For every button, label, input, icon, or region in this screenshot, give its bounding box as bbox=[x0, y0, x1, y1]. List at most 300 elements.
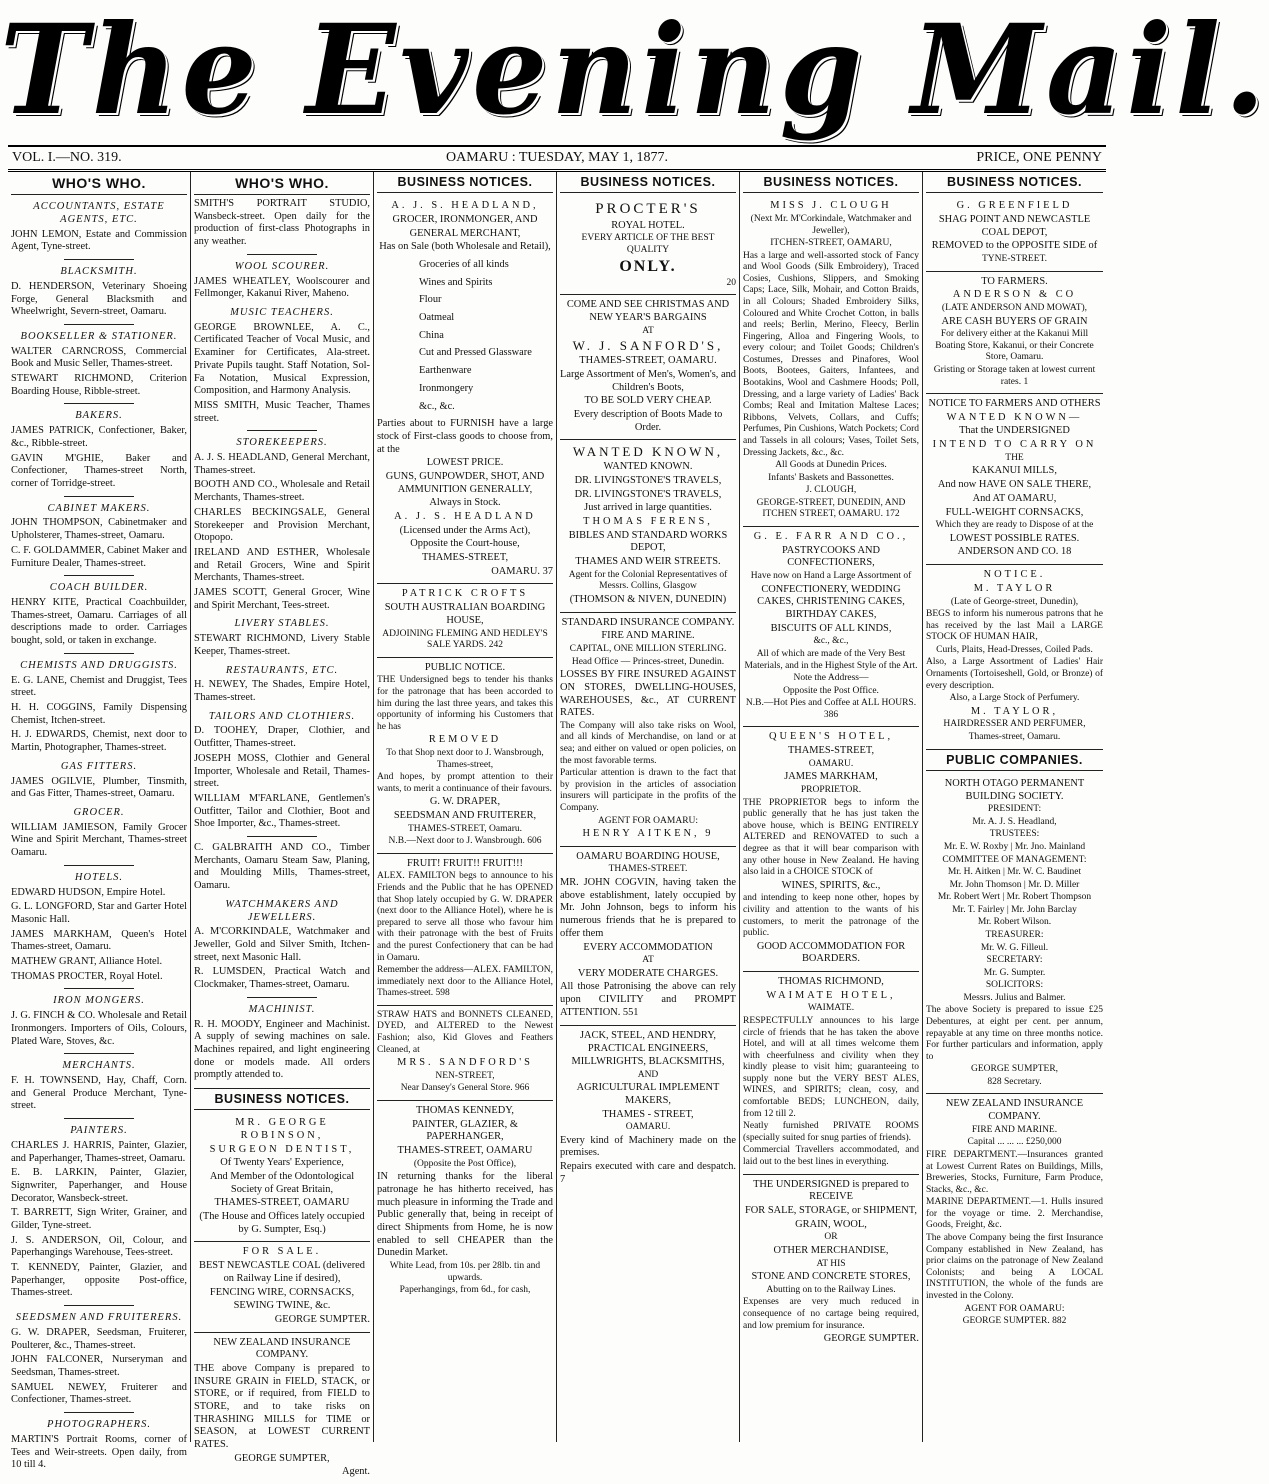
ad-line: AGENT FOR OAMARU: bbox=[964, 1303, 1065, 1314]
directory-entry: R. H. MOODY, Engineer and Machinist. A supply of sewing machines on sale. Machines repaired, and light engineering done or models made. All orders promptly attended to. bbox=[194, 1018, 370, 1081]
section-heading: WOOL SCOURER. bbox=[234, 260, 330, 272]
directory-entry: IRELAND AND ESTHER, Wholesale and Retail Grocers, Wine and Spirit Merchants, Thames-street. bbox=[194, 546, 370, 584]
directory-entry: MARTIN'S Portrait Rooms, corner of Tees and Weir-streets. Open daily, from 10 till 4. bbox=[11, 1433, 187, 1471]
ad-line: All of which are made of the Very Best Materials, and in the Highest Style of the Art. bbox=[744, 648, 918, 671]
directory-entry: J. G. FINCH & CO. Wholesale and Retail Ironmongers. Importers of Oils, Colours, Plated Ware, Stoves, &c. bbox=[11, 1010, 187, 1047]
column-heading: WHO'S WHO. bbox=[11, 172, 187, 195]
section-heading: COACH BUILDER. bbox=[49, 582, 149, 594]
ad-line: REMOVED to the OPPOSITE SIDE of bbox=[931, 240, 1098, 252]
ad-line: NORTH OTAGO PERMANENT BUILDING SOCIETY. bbox=[944, 777, 1085, 802]
ad-line: BEGS to inform his numerous patrons that he has received by the last Mail a LARGE STOCK OF HUMAN HAIR, bbox=[926, 609, 1103, 643]
directory-entry: BOOTH AND CO., Wholesale and Retail Merchants, Thames-street. bbox=[194, 479, 370, 504]
ad-insurance bbox=[194, 1333, 370, 1484]
ad-line: LOWEST POSSIBLE RATES. bbox=[949, 532, 1080, 544]
section-heading: GROCER. bbox=[73, 806, 125, 818]
ad-line: FIRE AND MARINE. bbox=[601, 630, 695, 642]
ad-line: DR. LIVINGSTONE'S TRAVELS, bbox=[574, 474, 722, 486]
ad-line: THE above Company is prepared to INSURE GRAIN in FIELD, STACK, or STORE, or if required, from FIELD to STORE, and to take risks on THRASHING MILLS for TIME or SEASON, at LOWEST CURRENT RATES. bbox=[194, 1362, 370, 1451]
section-heading: PHOTOGRAPHERS. bbox=[47, 1419, 151, 1431]
ad-line: MARINE DEPARTMENT.—1. Hulls insured for the voyage or time. 2. Merchandise, Goods, Freight, &c. bbox=[926, 1197, 1103, 1231]
ad-line: INTEND TO CARRY ON bbox=[932, 439, 1097, 451]
volume-number: VOL. I.—NO. 319. bbox=[12, 150, 122, 165]
ad-line: And hopes, by prompt attention to their wants, to merit a continuance of their favours. bbox=[377, 772, 553, 794]
ad-line: N.B.—Hot Pies and Coffee at ALL HOURS. 386 bbox=[745, 698, 917, 720]
issue-date: OAMARU : TUESDAY, MAY 1, 1877. bbox=[446, 150, 668, 165]
directory-entry: H. H. COGGINS, Family Dispensing Chemist, Itchen-street. bbox=[11, 701, 187, 726]
ad-line: STANDARD INSURANCE COMPANY. bbox=[561, 616, 735, 628]
ad-line: THE PROPRIETOR begs to inform the public generally that he has just taken the above house, which is BEING ENTIRELY ALTERED and RENOVATED to such a degree as that it will bear comparison with any other house in New Zealand. He having also laid in a CHOICE STOCK of bbox=[743, 797, 919, 878]
ad-line: Agent. bbox=[342, 1466, 370, 1478]
column-heading: WHO'S WHO. bbox=[194, 172, 370, 195]
ad-waimate-hotel bbox=[743, 972, 919, 1174]
ad-nz-insurance bbox=[926, 1094, 1103, 1332]
ad-line: and intending to keep none other, hopes by civility and attention to the wants of his customers, to merit the patronage of the public. bbox=[743, 893, 919, 939]
ad-line: Infants' Baskets and Bassonettes. bbox=[768, 472, 894, 483]
newspaper-title: The Evening Mail. bbox=[0, 0, 1269, 143]
section-heading: CABINET MAKERS. bbox=[47, 502, 151, 514]
ad-line: N.B.—Next door to J. Wansbrough. 606 bbox=[388, 836, 542, 847]
ad-line: (Opposite the Post Office), bbox=[413, 1158, 517, 1169]
ad-line: Gristing or Storage taken at lowest current rates. 1 bbox=[933, 364, 1096, 387]
ad-line: QUEEN'S HOTEL, bbox=[768, 731, 894, 743]
ad-draper bbox=[377, 658, 553, 854]
ad-line: THAMES-STREET, Oamaru. bbox=[407, 823, 523, 834]
ad-line: (The House and Offices lately occupied by G. Sumpter, Esq.) bbox=[199, 1211, 365, 1235]
ad-line: THAMES-STREET, OAMARU bbox=[214, 1197, 350, 1209]
ad-line: VERY MODERATE CHARGES. bbox=[577, 967, 719, 979]
ad-line: Just arrived in large quantities. bbox=[584, 502, 712, 514]
ad-queens-hotel bbox=[743, 727, 919, 972]
ad-line: Mr. T. Fairley | Mr. John Barclay bbox=[952, 904, 1077, 915]
ad-line: TYNE-STREET. bbox=[982, 254, 1047, 264]
column-4 bbox=[557, 172, 740, 1442]
directory-entry: JAMES WHEATLEY, Woolscourer and Fellmonger, Kakanui River, Maheno. bbox=[194, 275, 370, 300]
ad-line: ITCHEN-STREET, OAMARU, bbox=[770, 238, 892, 249]
column-heading: BUSINESS NOTICES. bbox=[377, 172, 553, 193]
ad-line: THOMAS FERENS, bbox=[583, 516, 713, 528]
ad-line: SURGEON DENTIST, bbox=[209, 1143, 355, 1155]
ad-line: GEORGE SUMPTER, bbox=[970, 1064, 1059, 1075]
ad-line: Agent for the Colonial Representatives of Messrs. Collins, Glasgow bbox=[568, 569, 728, 592]
ad-line: NEW ZEALAND INSURANCE COMPANY. bbox=[213, 1336, 351, 1361]
ad-line: M. TAYLOR, bbox=[970, 705, 1059, 717]
directory-entry: HENRY KITE, Practical Coachbuilder, Thames-street, Oamaru. Carriages of all descriptions made to order. Carriages bought, sold, or taken in exchange. bbox=[11, 597, 187, 647]
ad-line: Mr. Robert Wert | Mr. Robert Thompson bbox=[937, 892, 1092, 903]
section-heading: PAINTERS. bbox=[70, 1125, 128, 1137]
directory-entry: H. J. EDWARDS, Chemist, next door to Martin, Photographer, Thames-street. bbox=[11, 729, 187, 754]
ad-anderson bbox=[926, 272, 1103, 395]
ad-line: Messrs. Julius and Balmer. bbox=[963, 992, 1066, 1003]
section-heading: MUSIC TEACHERS. bbox=[230, 307, 334, 318]
ad-line: THAMES-STREET, bbox=[421, 552, 509, 564]
ad-line: Capital ... ... ... £250,000 bbox=[967, 1137, 1062, 1148]
ad-line: BIBLES AND STANDARD WORKS DEPOT, bbox=[568, 529, 728, 554]
ad-line: Groceries of all kinds bbox=[419, 259, 509, 270]
ad-line: SOLICITORS: bbox=[985, 980, 1044, 991]
ad-line: AT bbox=[642, 955, 654, 966]
ad-boarding-house bbox=[560, 847, 736, 1026]
ad-line: The Company will also take risks on Wool, and all kinds of Merchandise, on land or at sea; and either on valued or open policies, on the most favorable terms. bbox=[560, 720, 736, 766]
ad-line: ANDERSON & CO bbox=[952, 289, 1077, 301]
ad-line: A. J. S. HEADLAND, bbox=[391, 200, 539, 212]
ad-line: PRESIDENT: bbox=[987, 804, 1042, 815]
ad-line: Commercial Travellers accommodated, and laid out to the best lines in everything. bbox=[743, 1145, 919, 1167]
ad-line: Flour bbox=[419, 294, 442, 306]
ad-line: Which they are ready to Dispose of at the bbox=[935, 520, 1094, 531]
ad-line: OAMARU. 37 bbox=[491, 565, 553, 577]
ad-famil bbox=[377, 854, 553, 1006]
section-heading: IRON MONGERS. bbox=[53, 995, 145, 1007]
ad-line: ARE CASH BUYERS OF GRAIN bbox=[941, 315, 1088, 327]
ad-line: STRAW HATS and BONNETS CLEANED, DYED, and ALTERED to the Newest Fashion; also, Kid Gloves and Feathers Cleaned, at bbox=[377, 1009, 553, 1055]
ad-line: Near Dansey's General Store. 966 bbox=[400, 1083, 530, 1094]
section-heading: ACCOUNTANTS, ESTATE AGENTS, ETC. bbox=[33, 201, 165, 225]
ad-line: RESPECTFULLY announces to his large circle of friends that he has taken the above Hotel, and will at all times welcome them with cheerfulness and civility when they kindly please to visit him; guaranteeing to supply none but the VERY BEST ALES, WINES, and SPIRITS; clean, cosy, and comfortable BEDS; LUNCHEON, daily, from 12 till 2. bbox=[743, 1016, 919, 1119]
ad-line: And AT OAMARU, bbox=[972, 492, 1057, 504]
ad-line: TREASURER: bbox=[985, 929, 1044, 940]
ad-line: Repairs executed with care and despatch. 7 bbox=[560, 1161, 736, 1185]
columns bbox=[8, 172, 1108, 1478]
section-heading: LIVERY STABLES. bbox=[234, 618, 330, 630]
ad-line: GRAIN, WOOL, bbox=[795, 1218, 867, 1230]
ad-line: NEN-STREET, bbox=[435, 1070, 495, 1081]
ad-farr bbox=[743, 527, 919, 727]
ad-line: Has on Sale (both Wholesale and Retail), bbox=[379, 241, 551, 253]
ad-line: SEWING TWINE, &c. bbox=[233, 1300, 331, 1312]
column-3 bbox=[374, 172, 557, 1442]
ad-line: TRUSTEES: bbox=[989, 829, 1040, 840]
ad-line: THE Undersigned begs to tender his thanks for the patronage that has been accorded to him during the last three years, and takes this opportunity of informing his Customers that he has bbox=[377, 675, 553, 732]
section-heading: CHEMISTS AND DRUGGISTS. bbox=[20, 659, 178, 671]
directory-entry: JAMES PATRICK, Confectioner, Baker, &c., Ribble-street. bbox=[11, 425, 187, 449]
ad-procter bbox=[560, 196, 736, 295]
directory-entry: SMITH'S PORTRAIT STUDIO, Wansbeck-street. Open daily for the production of first-class Photographs in any weather. bbox=[194, 198, 370, 248]
column-2 bbox=[191, 172, 374, 1478]
ad-line: Remember the address—ALEX. FAMILTON, immediately next door to the Alliance Hotel, Thames-street. 598 bbox=[377, 965, 553, 999]
directory-entry: JAMES MARKHAM, Queen's Hotel Thames-street, Oamaru. bbox=[11, 928, 187, 953]
ad-line: COMMITTEE OF MANAGEMENT: bbox=[942, 854, 1087, 865]
ad-line: REMOVED bbox=[428, 734, 502, 746]
section-heading: MACHINIST. bbox=[248, 1003, 316, 1015]
ad-line: Cut and Pressed Glassware bbox=[419, 347, 532, 359]
ad-line: Mr. H. Aitken | Mr. W. C. Baudinet bbox=[947, 867, 1082, 878]
section-heading: BLACKSMITH. bbox=[60, 266, 138, 278]
ad-line: GROCER, IRONMONGER, AND bbox=[392, 213, 538, 225]
ad-line: Also, a Large Stock of Perfumery. bbox=[949, 693, 1080, 704]
ad-line: Opposite the Post Office. bbox=[783, 685, 879, 696]
ad-line: Particular attention is drawn to the fact that by provision in the articles of association insurers will participate in the profits of the Company. bbox=[560, 768, 736, 813]
ad-taylor bbox=[926, 565, 1103, 749]
ad-line: WAIMATE. bbox=[807, 1003, 855, 1014]
ad-line: The above Society is prepared to issue £25 Debentures, at eight per cent. per annum, repayable at any time on three months notice. For further particulars and information, apply to bbox=[926, 1005, 1103, 1062]
directory-entry: JOHN FALCONER, Nurseryman and Seedsman, Thames-street. bbox=[11, 1354, 187, 1378]
directory-entry: H. NEWEY, The Shades, Empire Hotel, Thames-street. bbox=[194, 679, 370, 703]
ad-line: IN returning thanks for the liberal patronage he has hitherto received, has much pleasure in informing the Trade and Public generally that, being in receipt of direct Shipments from Home, he is now enabled to sell CHEAPER than the Dunedin Market. bbox=[377, 1171, 553, 1259]
directory-entry: WILLIAM M'FARLANE, Gentlemen's Outfitter, Tailor and Clothier, Boot and Shoe Importer, &c., Thames-street. bbox=[194, 792, 370, 830]
ad-line: NOTICE TO FARMERS AND OTHERS bbox=[928, 398, 1101, 410]
ad-line: 828 Secretary. bbox=[987, 1076, 1042, 1087]
ad-line: THAMES-STREET, OAMARU bbox=[397, 1145, 533, 1157]
ad-line: FRUIT! FRUIT!! FRUIT!!! bbox=[406, 857, 524, 869]
ad-line: ONLY. bbox=[619, 258, 677, 276]
ad-engineers bbox=[560, 1026, 736, 1192]
ad-line: GENERAL MERCHANT, bbox=[409, 227, 521, 239]
ad-line: OAMARU. bbox=[808, 758, 854, 769]
ad-line: Expenses are very much reduced in consequence of no cartage being required, and low premium for insurance. bbox=[743, 1297, 919, 1331]
directory-entry: STEWART RICHMOND, Livery Stable Keeper, Thames-street. bbox=[194, 633, 370, 657]
ad-line: GEORGE SUMPTER. 882 bbox=[962, 1316, 1067, 1327]
ad-line: That the UNDERSIGNED bbox=[959, 425, 1070, 437]
ad-line: BISCUITS OF ALL KINDS, bbox=[770, 622, 892, 634]
directory-entry: EDWARD HUDSON, Empire Hotel. bbox=[11, 886, 166, 898]
ad-line: G. W. DRAPER, bbox=[429, 796, 501, 808]
ad-line: DR. LIVINGSTONE'S TRAVELS, bbox=[574, 488, 722, 500]
ad-line: THAMES-STREET, OAMARU. bbox=[579, 355, 717, 367]
ad-line: Mr. Robert Wilson. bbox=[977, 917, 1052, 928]
directory-entry: D. HENDERSON, Veterinary Shoeing Forge, General Blacksmith and Wheelwright, Severn-street, Oamaru. bbox=[11, 280, 187, 318]
ad-line: PASTRYCOOKS AND CONFECTIONERS, bbox=[781, 544, 881, 569]
ad-line: Mr. A. J. S. Headland, bbox=[972, 816, 1057, 827]
ad-line: Every description of Boots Made to Order. bbox=[573, 409, 723, 433]
ad-line: THOMAS RICHMOND, bbox=[778, 976, 884, 988]
ad-crofts bbox=[377, 584, 553, 657]
directory-entry: C. F. GOLDAMMER, Cabinet Maker and Furniture Dealer, Thames-street. bbox=[11, 544, 187, 569]
ad-line: Also, a Large Assortment of Ladies' Hair Ornaments (Tortoiseshell, Gold, or Bronze) of every description. bbox=[926, 657, 1103, 691]
ad-line: Mr. W. G. Filleul. bbox=[980, 942, 1049, 953]
column-heading: BUSINESS NOTICES. bbox=[926, 172, 1103, 193]
directory-entry: JOSEPH MOSS, Clothier and General Importer, Wholesale and Retail, Thames-street. bbox=[194, 752, 370, 790]
directory-entry: MISS SMITH, Music Teacher, Thames street. bbox=[194, 399, 370, 424]
ad-line: Oatmeal bbox=[419, 312, 455, 324]
ad-line: FOR SALE, STORAGE, or SHIPMENT, bbox=[745, 1204, 917, 1216]
directory-entry: JAMES SCOTT, General Grocer, Wine and Spirit Merchant, Tees-street. bbox=[194, 586, 370, 611]
directory-entry: GAVIN M'GHIE, Baker and Confectioner, Thames-street North, corner of Torridge-street. bbox=[11, 452, 187, 489]
ad-line: Earthenware bbox=[419, 365, 472, 377]
ad-line: Wines and Spirits bbox=[419, 276, 493, 288]
ad-line: G. GREENFIELD bbox=[956, 200, 1073, 212]
ad-line: Mr. John Thomson | Mr. D. Miller bbox=[949, 879, 1080, 890]
directory-entry: G. L. LONGFORD, Star and Garter Hotel Masonic Hall. bbox=[11, 901, 187, 925]
ad-line: AT HIS bbox=[816, 1258, 846, 1269]
directory-entry: T. KENNEDY, Painter, Glazier, and Paperhanger, opposite Post-office, Thames-street. bbox=[11, 1262, 187, 1299]
section-heading: HOTELS. bbox=[74, 871, 124, 883]
ad-line: MR. GEORGE ROBINSON, bbox=[235, 1117, 329, 1141]
ad-line: ALEX. FAMILTON begs to announce to his Friends and the Public that he has OPENED that Shop lately occupied by G. W. DRAPER (next door to the Alliance Hotel), where he is prepared to serve all those who favour him with their patronage with the best of Fruits and the purest Confectionery that can be had in Oamaru. bbox=[377, 871, 553, 963]
ad-line: M. TAYLOR bbox=[973, 582, 1056, 594]
ad-line: EVERY ACCOMMODATION bbox=[583, 941, 713, 953]
column-5 bbox=[740, 172, 923, 1442]
ad-line: PRACTICAL ENGINEERS, MILLWRIGHTS, BLACKSMITHS, bbox=[571, 1043, 725, 1067]
ad-line: G. E. FARR AND CO., bbox=[753, 530, 909, 542]
ad-line: TO FARMERS. bbox=[981, 275, 1048, 287]
ad-line: CONFECTIONERY, WEDDING CAKES, CHRISTENING CAKES, BIRTHDAY CAKES, bbox=[757, 583, 905, 620]
ad-line: &c., &c., bbox=[813, 636, 849, 647]
directory-entry: E. B. LARKIN, Painter, Glazier, Signwriter, Paperhanger, and House Decorator, Wansbeck-street. bbox=[11, 1167, 187, 1204]
ad-line: AT bbox=[642, 325, 654, 336]
ad-line: PUBLIC NOTICE. bbox=[424, 661, 506, 673]
ad-line: OTHER MERCHANDISE, bbox=[773, 1244, 889, 1256]
ad-line: FOR SALE. bbox=[242, 1246, 322, 1258]
dateline bbox=[8, 145, 1106, 172]
column-heading: BUSINESS NOTICES. bbox=[743, 172, 919, 193]
ad-line: AGENT FOR OAMARU: bbox=[597, 815, 699, 826]
ad-line: W. J. SANFORD'S, bbox=[572, 338, 724, 354]
directory-entry: A. M'CORKINDALE, Watchmaker and Jeweller, Gold and Silver Smith, Itchen-street, next Masonic Hall. bbox=[194, 926, 370, 963]
ad-line: WANTED KNOWN— bbox=[946, 411, 1083, 423]
ad-line: Of Twenty Years' Experience, bbox=[220, 1157, 344, 1169]
section-heading: SEEDSMEN AND FRUITERERS. bbox=[15, 1312, 183, 1324]
ad-line: STONE AND CONCRETE STORES, bbox=[751, 1271, 911, 1283]
directory-entry: J. S. ANDERSON, Oil, Colour, and Paperhangings Warehouse, Tees-street. bbox=[11, 1234, 187, 1259]
ad-line: (THOMSON & NIVEN, DUNEDIN) bbox=[569, 593, 727, 605]
ad-line: THE bbox=[1005, 452, 1024, 463]
directory-entry: GEORGE BROWNLEE, A. C., Certificated Teacher of Vocal Music, and Examiner for Certificates, Ala-street. Private Pupils taught. Staff Notation, Sol-Fa Notation, Musical Expression, Composition, and Harmony Analysis. bbox=[194, 321, 370, 397]
ad-line: Have now on Hand a Large Assortment of bbox=[750, 571, 912, 582]
ad-line: NOTICE. bbox=[983, 569, 1046, 581]
ad-line: THAMES AND WEIR STREETS. bbox=[575, 556, 721, 568]
ad-headland bbox=[377, 196, 553, 584]
directory-entry: F. H. TOWNSEND, Hay, Chaff, Corn. and General Produce Merchant, Tyne-street. bbox=[11, 1075, 187, 1112]
ad-line: GEORGE-STREET, DUNEDIN, AND ITCHEN STREET, OAMARU. 172 bbox=[756, 497, 906, 520]
ad-line: TO BE SOLD VERY CHEAP. bbox=[584, 395, 712, 407]
ad-line: PATRICK CROFTS bbox=[401, 588, 529, 600]
section-heading: BAKERS. bbox=[75, 410, 123, 422]
ad-line: For delivery either at the Kakanui Mill Boating Store, Kakanui, or their Concrete Store, Oamaru. bbox=[935, 329, 1094, 363]
ad-line: The above Company being the first Insurance Company established in New Zealand, has prior claims on the patronage of New Zealand Colonists; and being A LOCAL INSTITUTION, the whole of the funds are invested in the Colony. bbox=[926, 1233, 1103, 1301]
column-heading: BUSINESS NOTICES. bbox=[560, 172, 736, 193]
ad-line: Neatly furnished PRIVATE ROOMS (specially suited for snug parties of friends). bbox=[743, 1121, 919, 1143]
ad-line: HENRY AITKEN, 9 bbox=[582, 828, 714, 840]
column-heading: PUBLIC COMPANIES. bbox=[926, 750, 1103, 771]
ad-line: ROYAL HOTEL. bbox=[611, 219, 685, 231]
ad-line: SEEDSMAN AND FRUITERER, bbox=[393, 809, 537, 821]
ad-line: NEW ZEALAND INSURANCE COMPANY. bbox=[945, 1098, 1084, 1123]
ad-building-society bbox=[926, 774, 1103, 1095]
section-heading: STOREKEEPERS. bbox=[236, 437, 328, 449]
ad-line: Thames-street, Oamaru. bbox=[968, 731, 1061, 742]
ad-line: JACK, STEEL, AND HENDRY, bbox=[579, 1029, 717, 1041]
ad-line: LOSSES BY FIRE INSURED AGAINST ON STORES, DWELLING-HOUSES, WAREHOUSES, &c., AT CURRENT RATES. bbox=[560, 669, 736, 719]
ad-line: HAIRDRESSER AND PERFUMER, bbox=[943, 719, 1086, 730]
ad-line: (Late of George-street, Dunedin), bbox=[950, 596, 1079, 607]
ad-line: SHAG POINT AND NEWCASTLE COAL DEPOT, bbox=[938, 213, 1091, 238]
directory-entry: THOMAS PROCTER, Royal Hotel. bbox=[11, 970, 163, 982]
ad-line: THOMAS KENNEDY, bbox=[416, 1104, 514, 1116]
ad-line: WANTED KNOWN, bbox=[572, 444, 724, 460]
ad-kennedy bbox=[377, 1101, 553, 1302]
ad-clough bbox=[743, 196, 919, 527]
ad-line: Abutting on to the Railway Lines. bbox=[766, 1284, 896, 1295]
ad-line: EVERY ARTICLE OF THE BEST QUALITY bbox=[581, 233, 715, 255]
ad-line: Always in Stock. bbox=[429, 497, 501, 509]
ad-line: PROPRIETOR. bbox=[800, 785, 862, 796]
directory-entry: WALTER CARNCROSS, Commercial Book and Music Seller, Thames-street. bbox=[11, 345, 187, 370]
ad-line: Every kind of Machinery made on the premises. bbox=[560, 1134, 736, 1159]
directory-entry: SAMUEL NEWEY, Fruiterer and Confectioner, Thames-street. bbox=[11, 1381, 187, 1406]
ad-line: THAMES-STREET. bbox=[608, 864, 688, 875]
ad-line: COME AND SEE CHRISTMAS AND NEW YEAR'S BARGAINS bbox=[566, 299, 730, 324]
ad-line: WINES, SPIRITS, &c., bbox=[781, 879, 881, 891]
ad-standard-insurance bbox=[560, 613, 736, 847]
section-heading: MERCHANTS. bbox=[62, 1060, 136, 1072]
directory-entry: JAMES OGILVIE, Plumber, Tinsmith, and Gas Fitter, Thames-street, Oamaru. bbox=[11, 775, 187, 800]
section-heading: GAS FITTERS. bbox=[60, 760, 138, 772]
ad-line: Opposite the Court-house, bbox=[410, 538, 520, 550]
ad-line: THAMES - STREET, bbox=[602, 1108, 694, 1120]
ad-line: PROCTER'S bbox=[595, 201, 701, 218]
ad-line: OAMARU. bbox=[625, 1122, 671, 1133]
directory-entry: WILLIAM JAMIESON, Family Grocer Wine and Spirit Merchant, Thames-street Oamaru. bbox=[11, 821, 187, 859]
ad-greenfield bbox=[926, 196, 1103, 271]
ad-line: (LATE ANDERSON AND MOWAT), bbox=[941, 302, 1088, 313]
ad-line: China bbox=[419, 329, 444, 341]
column-heading: BUSINESS NOTICES. bbox=[194, 1088, 370, 1110]
ad-line: J. CLOUGH, bbox=[805, 485, 857, 496]
price: PRICE, ONE PENNY bbox=[976, 150, 1102, 165]
ad-line: Mr. G. Sumpter. bbox=[983, 967, 1046, 978]
ad-line: THE UNDERSIGNED is prepared to RECEIVE bbox=[753, 1178, 909, 1203]
ad-line: GEORGE SUMPTER. bbox=[274, 1313, 370, 1325]
ad-line: THAMES-STREET, bbox=[787, 745, 875, 757]
ad-line: Paperhangings, from 6d., for cash, bbox=[399, 1285, 531, 1296]
ad-line: WANTED KNOWN. bbox=[603, 461, 693, 473]
ad-kakanui-mills bbox=[926, 394, 1103, 565]
directory-entry: JOHN LEMON, Estate and Commission Agent, Tyne-street. bbox=[11, 228, 187, 253]
section-heading: TAILORS AND CLOTHIERS. bbox=[208, 710, 356, 722]
ad-line: PAINTER, GLAZIER, & PAPERHANGER, bbox=[412, 1118, 518, 1143]
directory-entry: CHARLES BECKINGSALE, General Storekeeper and Provision Merchant, Otopopo. bbox=[194, 506, 370, 544]
ad-line: LOWEST PRICE. bbox=[426, 457, 504, 469]
ad-line: &c., &c. bbox=[419, 400, 455, 412]
ad-line: GOOD ACCOMMODATION FOR BOARDERS. bbox=[756, 940, 906, 965]
directory-entry: A. J. S. HEADLAND, General Merchant, Thames-street. bbox=[194, 452, 370, 476]
ad-line: SOUTH AUSTRALIAN BOARDING HOUSE, bbox=[384, 602, 546, 626]
ad-line: MISS J. CLOUGH bbox=[770, 200, 892, 212]
directory-entry: D. TOOHEY, Draper, Clothier, and Outfitter, Thames-street. bbox=[194, 725, 370, 750]
ad-line: Note the Address— bbox=[793, 673, 869, 684]
ad-line: All those Patronising the above can rely upon CIVILITY and PROMPT ATTENTION. 551 bbox=[560, 981, 736, 1018]
ad-line: FIRE DEPARTMENT.—Insurances granted at Lowest Current Rates on Buildings, Mills, Breweries, Stocks, Furniture, Farm Produce, Stacks, &c., &c. bbox=[926, 1150, 1103, 1195]
directory-entry: C. GALBRAITH AND CO., Timber Merchants, Oamaru Steam Saw, Planing, and Moulding Mills, Thames-street, Oamaru. bbox=[194, 841, 370, 892]
section-heading: WATCHMAKERS AND JEWELLERS. bbox=[225, 898, 339, 923]
ad-line: White Lead, from 10s. per 28lb. tin and upwards. bbox=[389, 1261, 541, 1283]
ad-line: Parties about to FURNISH have a large stock of First-class goods to choose from, at the bbox=[377, 418, 553, 455]
ad-line: MR. JOHN COGVIN, having taken the above establishment, lately occupied by Mr. John Johnson, begs to inform his numerous friends that he is prepared to offer them bbox=[560, 877, 736, 939]
ad-line: FIRE AND MARINE. bbox=[971, 1124, 1058, 1135]
directory-entry: STEWART RICHMOND, Criterion Boarding House, Ribble-street. bbox=[11, 373, 187, 397]
ad-line: Curls, Plaits, Head-Dresses, Coiled Pads. bbox=[936, 644, 1093, 655]
ad-dentist bbox=[194, 1113, 370, 1242]
directory-entry: JOHN THOMPSON, Cabinetmaker and Upholsterer, Thames-street, Oamaru. bbox=[11, 517, 187, 542]
ad-line: JAMES MARKHAM, bbox=[784, 771, 878, 783]
ad-line: (Next Mr. M'Corkindale, Watchmaker and Jeweller), bbox=[750, 213, 912, 236]
section-heading: BOOKSELLER & STATIONER. bbox=[20, 330, 178, 342]
directory-entry: G. W. DRAPER, Seedsman, Fruiterer, Poulterer, &c., Thames-street. bbox=[11, 1326, 187, 1351]
ad-line: CAPITAL, ONE MILLION STERLING. bbox=[569, 644, 727, 654]
ad-line: Has a large and well-assorted stock of Fancy and Wool Goods (Silk Embroidery), Traced Cosies, Cushions, Slippers, and Smoking Caps; Lace, Silk, Mohair, and Cotton Braids, in all Colours; Shaded Embroidery Silks, Coloured and White Crochet Cotton, in balls and reels; Berlin, Merino, Fleecy, Berlin Fingering, Alloa and Fingering Wools, to every colour; and Toilet Goods; Children's Costumes, Dresses and Pinafores, Wool Boots, Bootees, Gaiters, Infantees, and Bootakins, Wool and Cashmere Hoods; Poll, Dressing, and a large variety of Ladies' Back Combs; Real and Imitation Maltese Laces; Ribbons, Velvets, Collars, and Cuffs; Perfumes, Pin Cushions, Watch Pockets; Cord and Tassels in all colours; Vases, Toilet Sets, Dressing Jackets, &c., &c. bbox=[743, 250, 919, 458]
ad-line: 20 bbox=[726, 277, 736, 288]
ad-line: KAKANUI MILLS, bbox=[972, 465, 1057, 477]
ad-line: FENCING WIRE, CORNSACKS, bbox=[209, 1286, 355, 1298]
ad-line: AND bbox=[637, 1069, 659, 1080]
ad-for-sale bbox=[194, 1242, 370, 1332]
ad-line: BEST NEWCASTLE COAL (delivered on Railway Line if desired), bbox=[199, 1260, 365, 1284]
ad-line: All Goods at Dunedin Prices. bbox=[775, 460, 887, 471]
ad-line: FULL-WEIGHT CORNSACKS, bbox=[945, 506, 1084, 518]
directory-entry: CHARLES J. HARRIS, Painter, Glazier, and Paperhanger, Thames-street, Oamaru. bbox=[11, 1139, 187, 1164]
ad-line: SECRETARY: bbox=[986, 955, 1043, 966]
ad-sanford bbox=[560, 295, 736, 440]
